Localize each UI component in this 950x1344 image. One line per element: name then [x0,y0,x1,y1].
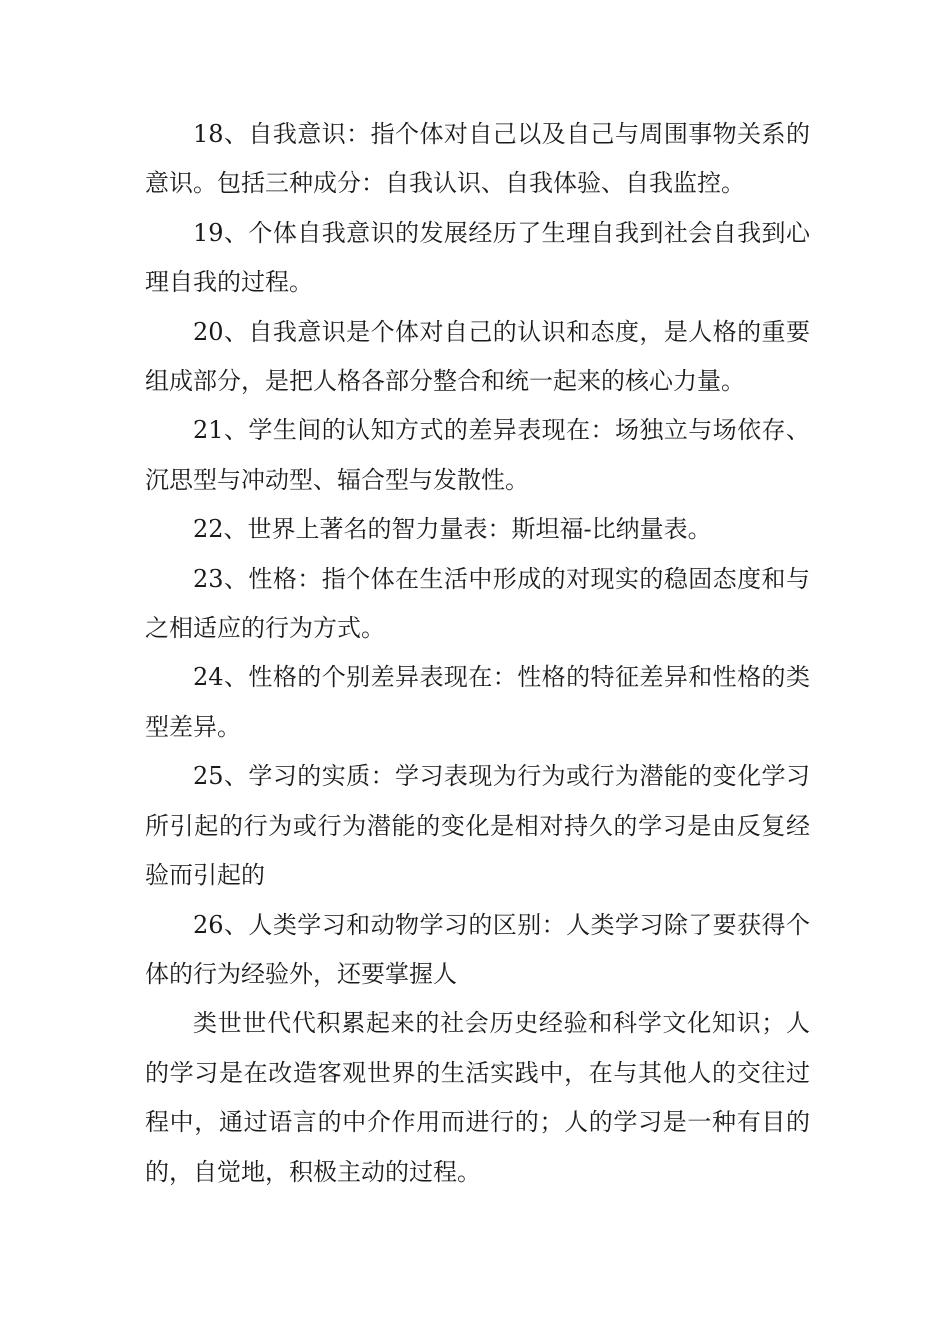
paragraph-24: 24、性格的个别差异表现在：性格的特征差异和性格的类型差异。 [145,663,810,741]
paragraph-18: 18、自我意识：指个体对自己以及自己与周围事物关系的意识。包括三种成分：自我认识、自我体验、自我监控。 [145,120,810,198]
paragraph-20: 20、自我意识是个体对自己的认识和态度，是人格的重要组成部分，是把人格各部分整合和统一起来的核心力量。 [145,317,810,396]
document-body [145,110,810,1197]
paragraph-22: 22、世界上著名的智力量表：斯坦福-比纳量表。 [193,515,712,544]
paragraph-21: 21、学生间的认知方式的差异表现在：场独立与场依存、沉思型与冲动型、辐合型与发散性。 [145,416,810,494]
paragraph-26-continued: 类世世代代积累起来的社会历史经验和科学文化知识；人的学习是在改造客观世界的生活实践中，在与其他人的交往过程中，通过语言的中介作用而进行的；人的学习是一种有目的的，自觉地，积极主动的过程。 [145,1009,810,1186]
paragraph-19: 19、个体自我意识的发展经历了生理自我到社会自我到心理自我的过程。 [145,218,810,297]
paragraph-25: 25、学习的实质：学习表现为行为或行为潜能的变化学习所引起的行为或行为潜能的变化是相对持久的学习是由反复经验而引起的 [145,762,810,890]
paragraph-23: 23、性格：指个体在生活中形成的对现实的稳固态度和与之相适应的行为方式。 [145,564,810,643]
paragraph-26: 26、人类学习和动物学习的区别：人类学习除了要获得个体的行为经验外，还要掌握人 [145,910,810,988]
